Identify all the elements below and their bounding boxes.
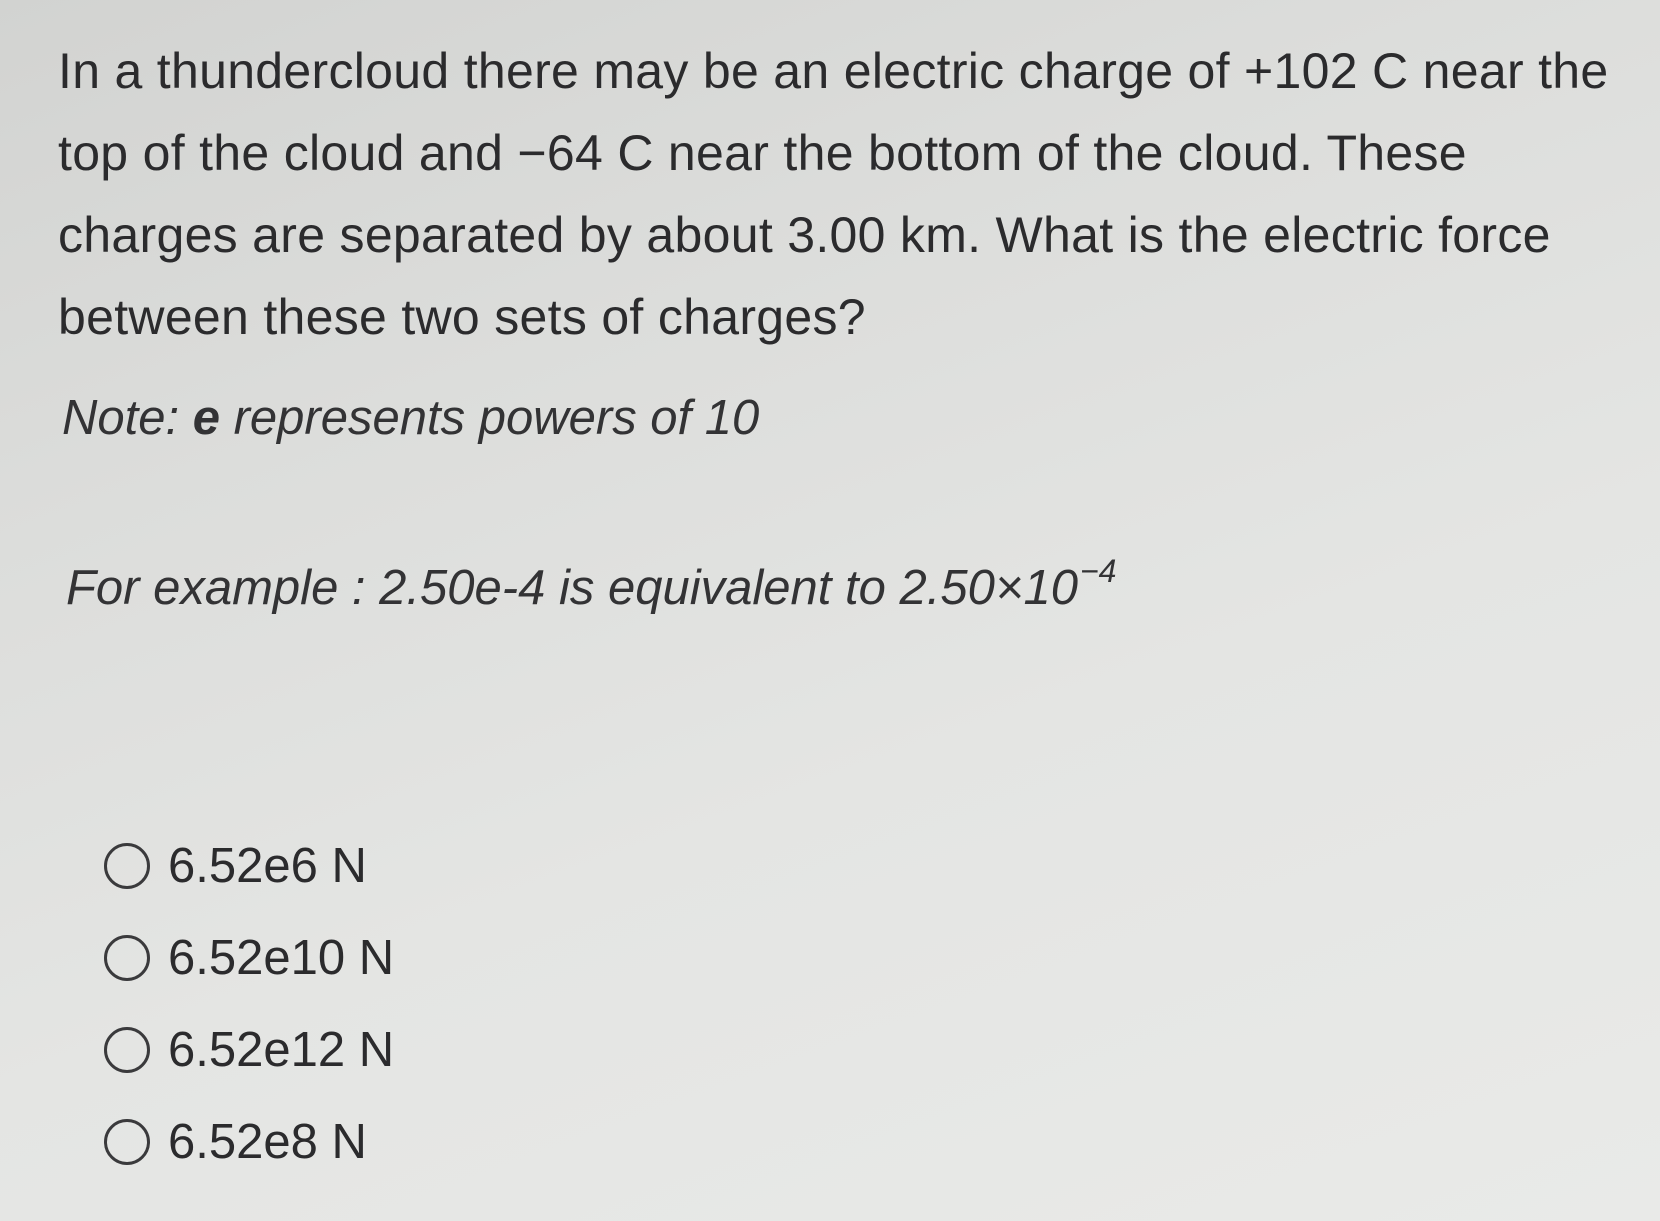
answer-option-label: 6.52e8 N [168, 1115, 367, 1169]
note-bold-e: e [192, 391, 220, 445]
question-text: In a thundercloud there may be an electric charge of +102 C near the top of the cloud and −64 C near the bottom of the cloud. These charges are separated by about 3.00 km. What is the electric force between these two sets of charges? [58, 43, 1609, 345]
example-text [66, 553, 1117, 625]
answer-option[interactable] [104, 1004, 394, 1096]
radio-button[interactable] [104, 1027, 150, 1073]
radio-button[interactable] [104, 935, 150, 981]
note-suffix: represents powers of 10 [220, 391, 760, 445]
note-text [62, 386, 759, 450]
answer-option-label: 6.52e10 N [168, 931, 395, 985]
example-main: For example : 2.50e-4 is equivalent to 2.50×10 [66, 561, 1078, 615]
answer-option[interactable] [104, 820, 394, 912]
answer-option[interactable] [104, 912, 394, 1004]
radio-button[interactable] [104, 1119, 150, 1165]
answer-option-label: 6.52e12 N [168, 1023, 395, 1077]
answer-option[interactable] [104, 1096, 394, 1188]
example-exponent: −4 [1079, 553, 1117, 589]
note-prefix: Note: [62, 391, 193, 445]
answer-option-label: 6.52e6 N [168, 839, 367, 893]
radio-button[interactable] [104, 843, 150, 889]
answer-options [104, 820, 394, 1188]
